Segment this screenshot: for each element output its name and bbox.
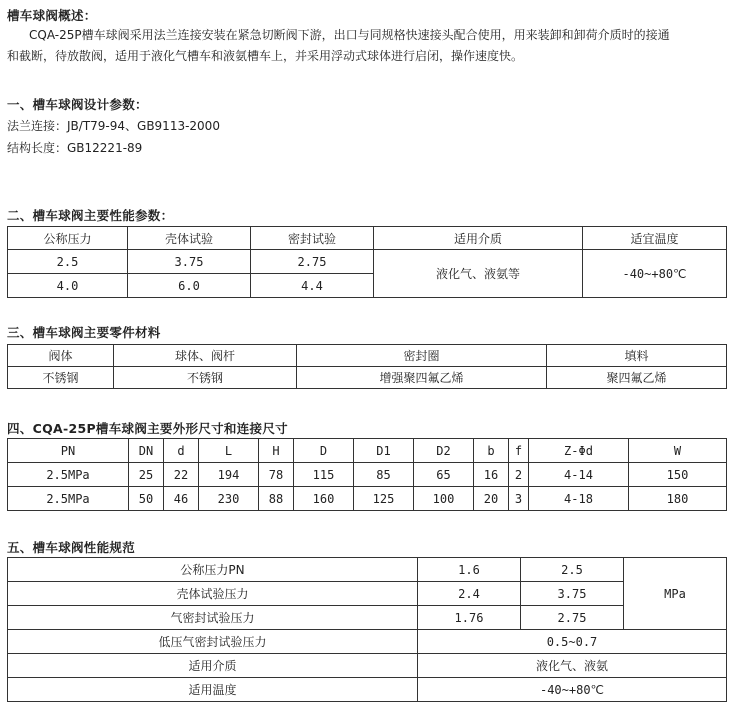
table-cell: -40~+80℃ <box>418 678 727 702</box>
table-cell: 4-14 <box>529 463 629 487</box>
table-cell: 1.76 <box>418 606 521 630</box>
design-heading: 一、槽车球阀设计参数： <box>7 97 148 112</box>
table-row <box>8 250 727 274</box>
dimensions-table <box>7 438 727 511</box>
table-cell: 不锈钢 <box>8 367 114 389</box>
table-cell: 180 <box>629 487 727 511</box>
table-header-cell: f <box>509 439 529 463</box>
table-cell: 65 <box>414 463 474 487</box>
table-cell: 6.0 <box>128 274 251 298</box>
table-cell: 2.5MPa <box>8 463 129 487</box>
table-cell: 125 <box>354 487 414 511</box>
table-header-cell: d <box>164 439 199 463</box>
table-cell: 2 <box>509 463 529 487</box>
table-row <box>8 345 727 367</box>
performance-heading: 二、槽车球阀主要性能参数： <box>7 208 174 223</box>
table-cell: 160 <box>294 487 354 511</box>
table-cell: 100 <box>414 487 474 511</box>
overview-line-2: 和截断，待放散阀，适用于液化气槽车和液氨槽车上，并采用浮动式球体进行启闭，操作速度快。 <box>7 49 524 63</box>
table-cell: 适用介质 <box>8 654 418 678</box>
table-cell: 不锈钢 <box>114 367 297 389</box>
table-row <box>8 487 727 511</box>
table-cell: 聚四氟乙烯 <box>547 367 727 389</box>
table-row <box>8 606 727 630</box>
materials-heading: 三、槽车球阀主要零件材料 <box>7 325 161 340</box>
table-header-cell: DN <box>129 439 164 463</box>
table-cell: 1.6 <box>418 558 521 582</box>
table-header-cell: 密封圈 <box>297 345 547 367</box>
table-cell: 4.4 <box>251 274 374 298</box>
table-row <box>8 654 727 678</box>
table-cell: 2.75 <box>521 606 624 630</box>
table-cell: 3.75 <box>521 582 624 606</box>
table-row <box>8 630 727 654</box>
table-header-cell: D2 <box>414 439 474 463</box>
length-standard: 结构长度：GB12221-89 <box>7 141 143 155</box>
table-header-cell: 适用介质 <box>374 227 583 250</box>
table-header-cell: Z-Φd <box>529 439 629 463</box>
table-header-cell: 壳体试验 <box>128 227 251 250</box>
table-cell: 适用温度 <box>8 678 418 702</box>
table-row <box>8 227 727 250</box>
table-header-cell: 适宜温度 <box>583 227 727 250</box>
table-row <box>8 678 727 702</box>
table-header-cell: 公称压力 <box>8 227 128 250</box>
table-header-cell: b <box>474 439 509 463</box>
table-header-cell: D <box>294 439 354 463</box>
table-cell: 230 <box>199 487 259 511</box>
table-cell: 46 <box>164 487 199 511</box>
spec-table <box>7 557 727 702</box>
temperature-cell: -40~+80℃ <box>583 250 727 298</box>
table-cell: 公称压力PN <box>8 558 418 582</box>
table-cell: 壳体试验压力 <box>8 582 418 606</box>
table-cell: 50 <box>129 487 164 511</box>
table-row <box>8 558 727 582</box>
table-cell: 194 <box>199 463 259 487</box>
materials-table <box>7 344 727 389</box>
table-row <box>8 439 727 463</box>
dimensions-heading: 四、CQA-25P槽车球阀主要外形尺寸和连接尺寸 <box>7 421 288 436</box>
spec-heading: 五、槽车球阀性能规范 <box>7 540 136 555</box>
table-cell: 25 <box>129 463 164 487</box>
table-header-cell: L <box>199 439 259 463</box>
table-header-cell: D1 <box>354 439 414 463</box>
table-header-cell: W <box>629 439 727 463</box>
table-cell: 2.4 <box>418 582 521 606</box>
unit-cell: MPa <box>624 558 727 630</box>
table-cell: 85 <box>354 463 414 487</box>
medium-cell: 液化气、液氨等 <box>374 250 583 298</box>
table-cell: 气密封试验压力 <box>8 606 418 630</box>
table-cell: 4.0 <box>8 274 128 298</box>
table-cell: 78 <box>259 463 294 487</box>
table-header-cell: PN <box>8 439 129 463</box>
table-cell: 16 <box>474 463 509 487</box>
overview-heading: 槽车球阀概述： <box>7 8 97 23</box>
table-header-cell: 密封试验 <box>251 227 374 250</box>
table-cell: 3 <box>509 487 529 511</box>
performance-table <box>7 226 727 298</box>
table-cell: 115 <box>294 463 354 487</box>
overview-line-1: CQA-25P槽车球阀采用法兰连接安装在紧急切断阀下游，出口与同规格快速接头配合使用，用来装卸和卸荷介质时的接通 <box>29 28 670 42</box>
table-cell: 增强聚四氟乙烯 <box>297 367 547 389</box>
table-cell: 150 <box>629 463 727 487</box>
table-row <box>8 582 727 606</box>
table-cell: 0.5~0.7 <box>418 630 727 654</box>
table-cell: 2.5 <box>521 558 624 582</box>
table-header-cell: H <box>259 439 294 463</box>
table-cell: 低压气密封试验压力 <box>8 630 418 654</box>
table-cell: 22 <box>164 463 199 487</box>
table-header-cell: 填料 <box>547 345 727 367</box>
table-cell: 液化气、液氨 <box>418 654 727 678</box>
table-cell: 2.5 <box>8 250 128 274</box>
table-header-cell: 球体、阀杆 <box>114 345 297 367</box>
table-row <box>8 463 727 487</box>
table-cell: 20 <box>474 487 509 511</box>
table-header-cell: 阀体 <box>8 345 114 367</box>
table-cell: 2.75 <box>251 250 374 274</box>
table-cell: 3.75 <box>128 250 251 274</box>
table-row <box>8 367 727 389</box>
table-cell: 88 <box>259 487 294 511</box>
flange-standard: 法兰连接：JB/T79-94、GB9113-2000 <box>7 119 220 133</box>
table-cell: 2.5MPa <box>8 487 129 511</box>
table-cell: 4-18 <box>529 487 629 511</box>
